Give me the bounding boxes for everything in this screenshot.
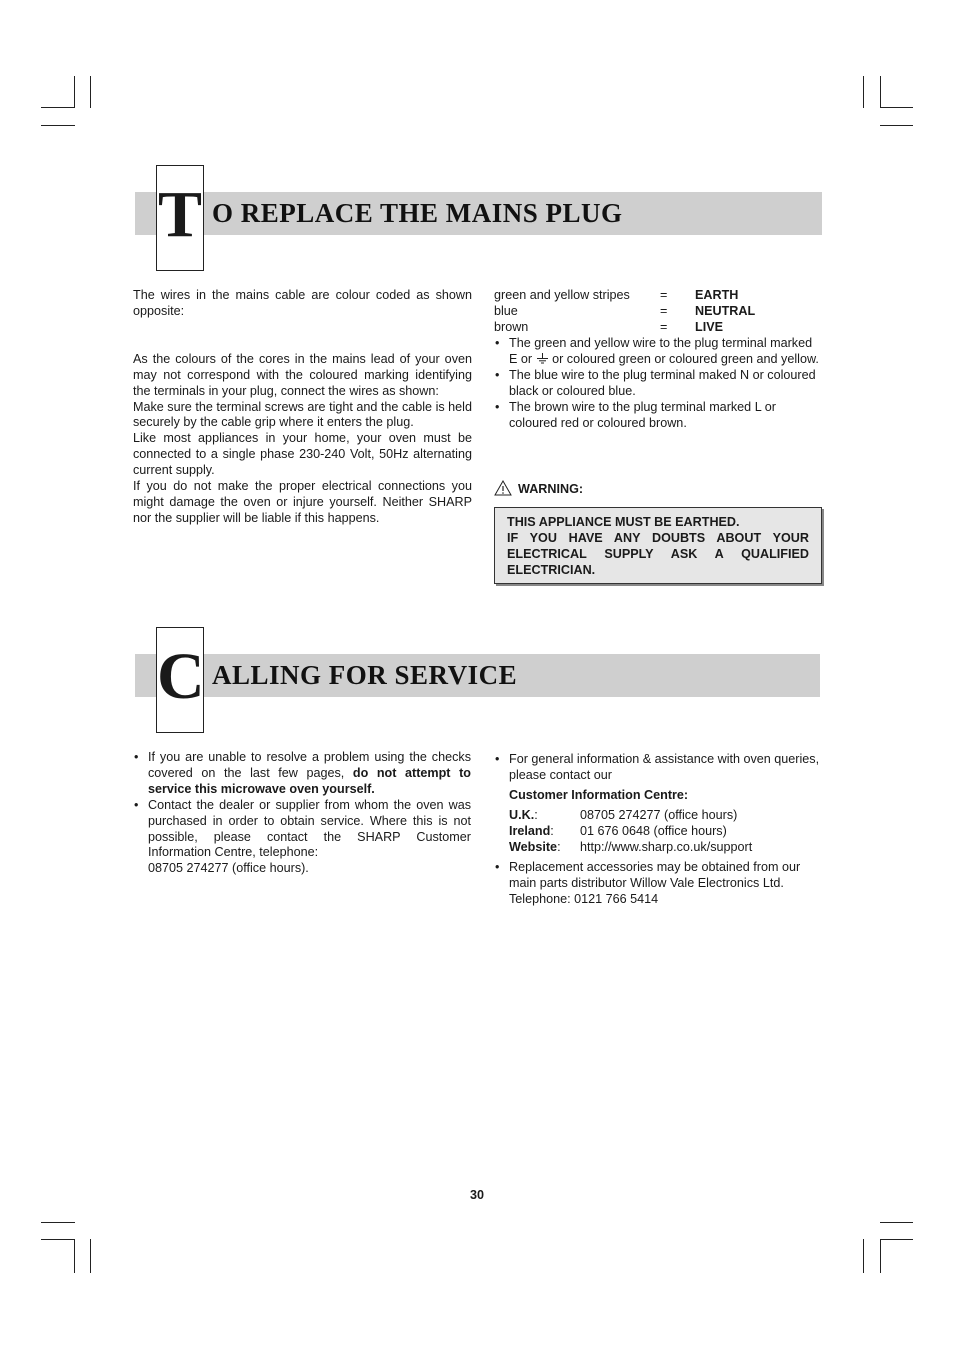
drop-cap-t: T (156, 165, 204, 271)
contact-value: 08705 274277 (office hours) (580, 807, 738, 822)
contact-label: U.K. (509, 807, 535, 822)
contact-row: U.K.: 08705 274277 (office hours) (509, 807, 738, 822)
wire-row (494, 304, 822, 320)
warning-triangle-icon (494, 480, 512, 496)
contact-value: http://www.sharp.co.uk/support (580, 839, 753, 854)
service-left-column (133, 750, 471, 877)
centre-heading: Customer Information Centre: (509, 787, 689, 802)
earth-symbol-icon (536, 353, 549, 364)
warning-line: THIS APPLIANCE MUST BE EARTHED. (507, 515, 740, 529)
warning-label: WARNING: (518, 482, 584, 496)
paragraph-liability: If you do not make the proper electrical connections you might damage the oven or injure yourself. Neither SHARP nor the supplier will be liable if this happens. (133, 479, 472, 525)
wire-equals: = (660, 304, 668, 318)
contact-label: Website (509, 839, 558, 854)
wire-colour: blue (494, 304, 518, 318)
contact-row: Website: http://www.sharp.co.uk/support (509, 839, 753, 854)
list-item: • The green and yellow wire to the plug terminal marked E or or coloured green or coloured green and yellow. (494, 336, 822, 368)
contact-row: Ireland: 01 676 0648 (office hours) (509, 823, 727, 838)
wire-table (494, 288, 822, 336)
mains-plug-right-column (494, 288, 822, 431)
list-item: • Replacement accessories may be obtained from our main parts distributor Willow Vale Electronics Ltd. Telephone: 0121 766 5414 (494, 860, 824, 908)
wire-equals: = (660, 320, 668, 334)
list-item: • The blue wire to the plug terminal maked N or coloured black or coloured blue. (494, 368, 822, 400)
contact-label: Ireland (509, 823, 551, 838)
service-phone: 08705 274277 (office hours). (148, 861, 309, 876)
list-item: • The brown wire to the plug terminal marked L or coloured red or coloured brown. (494, 400, 822, 432)
paragraph-supply: Like most appliances in your home, your oven must be connected to a single phase 230-240 Volt, 50Hz alternating current supply. (133, 431, 472, 478)
paragraph-terminals: Make sure the terminal screws are tight and the cable is held securely by the cable grip where it enters the plug. (133, 399, 472, 430)
page-number: 30 (469, 1188, 484, 1202)
drop-cap-c: C (156, 627, 204, 733)
contact-table (509, 808, 824, 856)
wire-terminal: LIVE (695, 320, 723, 334)
warning-line: IF YOU HAVE ANY DOUBTS ABOUT YOUR ELECTRICAL SUPPLY ASK A QUALIFIED ELECTRICIAN. (507, 530, 809, 577)
mains-plug-left-column (133, 288, 472, 527)
wire-row (494, 288, 822, 304)
list-item: • Contact the dealer or supplier from whom the oven was purchased in order to obtain service. Where this is not possible, please contact the SHARP Customer Information Centre, telephone: 08705 274277 (office hours). (133, 798, 471, 878)
paragraph-colours: As the colours of the cores in the mains lead of your oven may not correspond with the coloured marking identifying the terminals in your plug, connect the wires as shown: (133, 351, 472, 398)
intro-text: The wires in the mains cable are colour coded as shown opposite: (133, 288, 472, 318)
warning-box (494, 507, 822, 584)
warning-emphasis: do not attempt to service this microwave oven yourself. (148, 765, 471, 796)
wire-terminal: NEUTRAL (695, 304, 756, 318)
list-item: • If you are unable to resolve a problem using the checks covered on the last few pages, do not attempt to service this microwave oven yourself. (133, 750, 471, 798)
section-title-service: ALLING FOR SERVICE (212, 660, 518, 690)
wire-equals: = (660, 288, 668, 302)
section-title-mains-plug: O REPLACE THE MAINS PLUG (212, 198, 623, 228)
service-right-column (494, 752, 824, 907)
wire-colour: brown (494, 320, 529, 334)
contact-value: 01 676 0648 (office hours) (580, 823, 727, 838)
list-item: • For general information & assistance with oven queries, please contact our Customer Information Centre: U.K.: 08705 274277 (office hours) Ireland: 01 676 0648 (office hours) Website: http://www.sharp.co.uk/support (494, 752, 824, 856)
wire-terminal: EARTH (695, 288, 739, 302)
wire-colour: green and yellow stripes (494, 288, 630, 302)
warning-heading (494, 480, 583, 497)
wire-instructions (494, 336, 822, 431)
wire-row (494, 320, 822, 336)
